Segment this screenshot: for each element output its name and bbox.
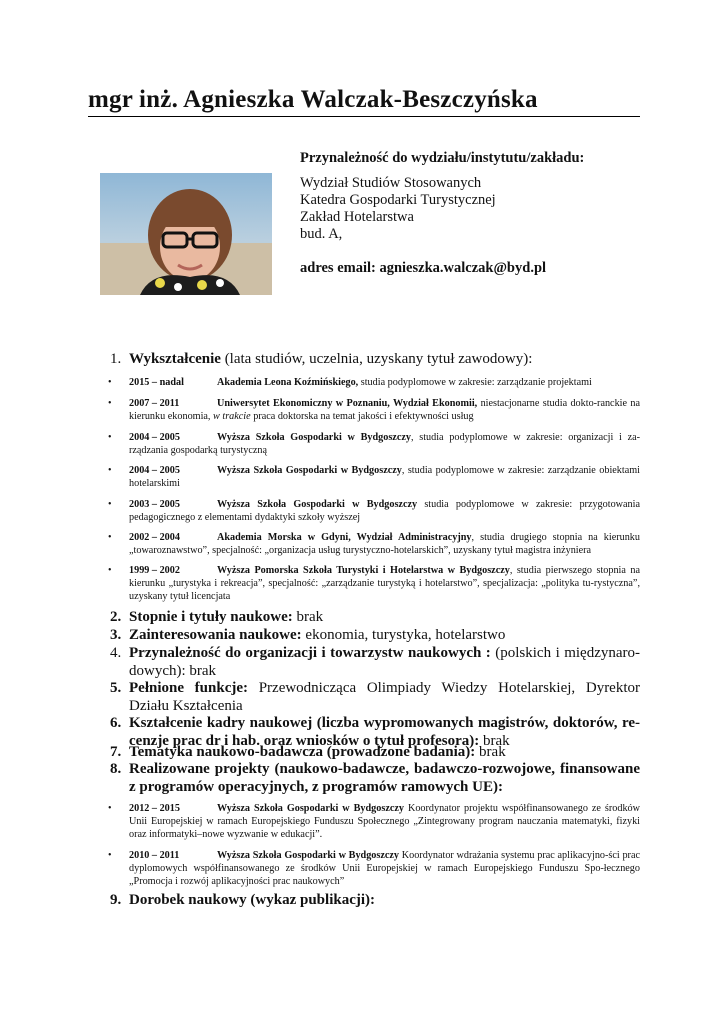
entry-desc: Koordynator projektu współfinansowanego ze środków Unii Europejskiej w ramach Europejskiego Funduszu Społecznego „Zintegrowany program nauczania matematyki, fizyki oraz informatyki–nowe wyzwanie w edukacji”. xyxy=(129,803,640,840)
bullet-icon: • xyxy=(108,499,112,510)
email-address[interactable]: adres email: agnieszka.walczak@byd.pl xyxy=(300,260,547,276)
section-research-topics xyxy=(110,744,640,762)
entry-years: 2004 – 2005 xyxy=(129,432,180,443)
section-heading: Tematyka naukowo-badawcza (prowadzone badania): xyxy=(129,744,476,760)
section-number: 6. xyxy=(110,715,122,731)
section-number: 3. xyxy=(110,627,122,643)
bullet-icon: • xyxy=(108,398,112,409)
bullet-icon: • xyxy=(108,532,112,543)
affiliation-line: bud. A, xyxy=(300,226,343,242)
entry-desc: niestacjonarne studia dokto-ranckie na kierunku ekonomia, xyxy=(129,398,641,422)
list-item xyxy=(110,531,640,557)
section-heading: Pełnione funkcje: xyxy=(129,680,249,696)
list-item xyxy=(110,431,640,457)
affiliation-line: Zakład Hotelarstwa xyxy=(300,209,414,225)
section-value: brak xyxy=(292,609,324,625)
portrait-photo xyxy=(100,173,272,295)
affiliation-line: Wydział Studiów Stosowanych xyxy=(300,175,482,191)
section-heading: Zainteresowania naukowe: xyxy=(129,627,302,643)
list-item xyxy=(110,376,640,389)
section-value: (polskich i międzynaro-dowych): brak xyxy=(129,645,640,679)
section-number: 2. xyxy=(110,609,122,625)
section-number: 1. xyxy=(110,351,122,367)
list-item xyxy=(110,498,640,524)
entry-years: 1999 – 2002 xyxy=(129,565,180,576)
entry-org: Wyższa Szkoła Gospodarki w Bydgoszczy xyxy=(217,499,418,510)
entry-desc: studia podyplomowe w zakresie: przygotowania pedagogicznego z elementami dydaktyki szkoły wyższej xyxy=(129,499,640,523)
section-education xyxy=(110,351,640,369)
section-value: brak xyxy=(475,744,506,760)
section-functions xyxy=(110,680,640,715)
list-item xyxy=(110,849,640,888)
entry-italic: w trakcie xyxy=(213,411,251,422)
list-item xyxy=(110,564,640,603)
entry-desc: studia podyplomowe w zakresie: zarządzanie projektami xyxy=(358,377,592,388)
section-organizations xyxy=(110,645,640,680)
bullet-icon: • xyxy=(108,803,112,814)
entry-years: 2003 – 2005 xyxy=(129,499,180,510)
section-value: Przewodnicząca Olimpiady Wiedzy Hotelarskiej, Dyrektor Działu Kształcenia xyxy=(129,680,641,714)
bullet-icon: • xyxy=(108,465,112,476)
section-number: 7. xyxy=(110,744,122,760)
list-item xyxy=(110,802,640,841)
section-value: ekonomia, turystyka, hotelarstwo xyxy=(301,627,506,643)
entry-org: Akademia Leona Koźmińskiego, xyxy=(217,377,359,388)
section-value: brak xyxy=(479,732,510,749)
section-publications xyxy=(110,892,640,910)
entry-org: Wyższa Szkoła Gospodarki w Bydgoszczy xyxy=(217,432,411,443)
section-heading: Dorobek naukowy (wykaz publikacji): xyxy=(129,892,376,908)
entry-years: 2015 – nadal xyxy=(129,377,184,388)
title-underline xyxy=(88,116,640,117)
section-heading: Wykształcenie xyxy=(129,351,221,367)
entry-years: 2007 – 2011 xyxy=(129,398,180,409)
page-title: mgr inż. Agnieszka Walczak-Beszczyńska xyxy=(88,86,538,113)
entry-years: 2004 – 2005 xyxy=(129,465,180,476)
affiliation-line: Katedra Gospodarki Turystycznej xyxy=(300,192,496,208)
entry-org: Akademia Morska w Gdyni, Wydział Administracyjny xyxy=(217,532,472,543)
section-heading: Kształcenie kadry naukowej (liczba wypromowanych magistrów, doktorów, re-cenzje prac dr i hab. oraz wniosków o tytuł profesora): xyxy=(129,715,640,749)
bullet-icon: • xyxy=(108,565,112,576)
section-projects xyxy=(110,761,640,796)
section-degrees xyxy=(110,609,640,627)
section-heading: Stopnie i tytuły naukowe: xyxy=(129,609,293,625)
section-heading: Przynależność do organizacji i towarzystw naukowych : xyxy=(129,645,491,661)
bullet-icon: • xyxy=(108,432,112,443)
bullet-icon: • xyxy=(108,850,112,861)
section-heading: Realizowane projekty (naukowo-badawcze, badawczo-rozwojowe, finansowane z programów operacyjnych, z programów ramowych UE): xyxy=(129,761,640,795)
entry-desc: praca doktorska na temat jakości i efektywności usług xyxy=(250,411,474,422)
section-interests xyxy=(110,627,640,645)
entry-desc: , studia pierwszego stopnia na kierunku „turystyka i rekreacja”, specjalność: „zarządzanie turystyką i hotelarstwo”, specjalizacja: „polityka tu-rystyczna”, uzyskany tytuł licencjata xyxy=(129,565,640,602)
section-number: 8. xyxy=(110,761,122,777)
entry-years: 2012 – 2015 xyxy=(129,803,180,814)
entry-desc: , studia podyplomowe w zakresie: organizacji i za-rządzania gospodarką turystyczną xyxy=(129,432,641,456)
affiliation-block xyxy=(300,150,584,277)
entry-desc: , studia drugiego stopnia na kierunku „towaroznawstwo”, specjalność: „organizacja usług turystyczno-hotelarskich”, uzyskany tytuł magistra inżyniera xyxy=(129,532,640,556)
section-number: 9. xyxy=(110,892,122,908)
list-item xyxy=(110,397,640,423)
entry-org: Wyższa Pomorska Szkoła Turystyki i Hotelarstwa w Bydgoszczy xyxy=(217,565,510,576)
bullet-icon: • xyxy=(108,377,112,388)
portrait-image xyxy=(100,173,272,295)
entry-org: Wyższa Szkoła Gospodarki w Bydgoszczy xyxy=(217,465,402,476)
section-number: 4. xyxy=(110,645,122,661)
section-number: 5. xyxy=(110,680,122,696)
entry-org: Uniwersytet Ekonomiczny w Poznaniu, Wydział Ekonomii, xyxy=(217,398,478,409)
entry-years: 2002 – 2004 xyxy=(129,532,180,543)
affiliation-heading: Przynależność do wydziału/instytutu/zakładu: xyxy=(300,150,585,166)
list-item xyxy=(110,464,640,490)
entry-desc: Koordynator wdrażania systemu prac aplikacyjno-ści prac dyplomowych współfinansowanego ze środków Unii Europejskiej w ramach Europejskiego Funduszu Spo-łecznego „Promocja i rozwój aplikacyjności prac naukowych” xyxy=(129,850,640,887)
entry-org: Wyższa Szkoła Gospodarki w Bydgoszczy xyxy=(217,850,400,861)
section-subheading: (lata studiów, uczelnia, uzyskany tytuł zawodowy): xyxy=(220,351,533,367)
entry-org: Wyższa Szkoła Gospodarki w Bydgoszczy xyxy=(217,803,404,814)
entry-desc: , studia podyplomowe w zakresie: zarządzanie obiektami hotelarskimi xyxy=(129,465,640,489)
entry-years: 2010 – 2011 xyxy=(129,850,180,861)
